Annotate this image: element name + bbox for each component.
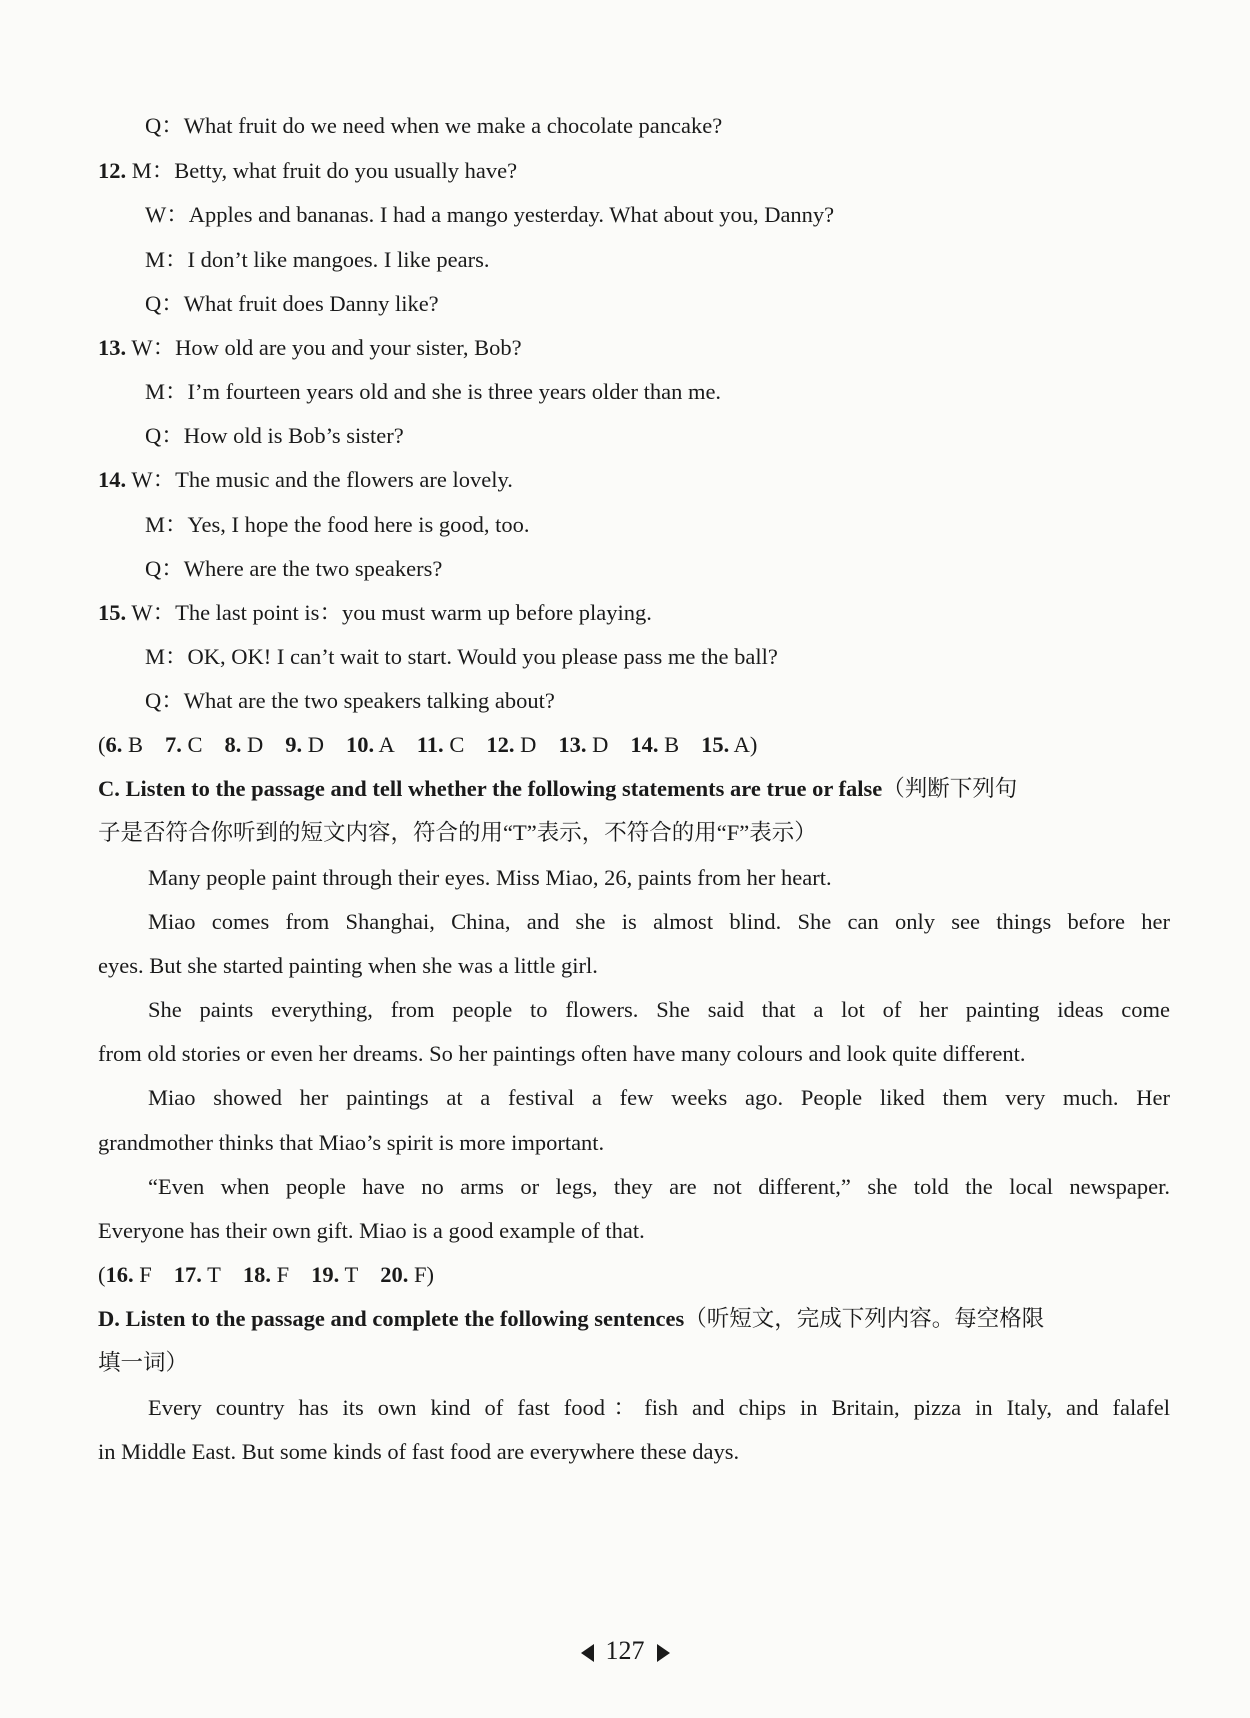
passage-line: “Even when people have no arms or legs, they are not different,” she told the local newspaper. — [148, 1174, 1170, 1199]
answer-number: 15. — [701, 732, 730, 757]
answer-number: 19. — [311, 1262, 340, 1287]
answer-item — [380, 1262, 426, 1287]
answer-letter: T — [201, 1262, 221, 1287]
dialogue-line: Q：What fruit does Danny like? — [145, 291, 439, 316]
passage-line: Many people paint through their eyes. Miss Miao, 26, paints from her heart. — [148, 865, 832, 890]
answer-number: 14. — [630, 732, 659, 757]
dialogue-line: Q：How old is Bob’s sister? — [145, 423, 404, 448]
answer-number: 11. — [416, 732, 444, 757]
dialogue-line: M：Yes, I hope the food here is good, too. — [145, 512, 530, 537]
answer-item — [106, 1262, 152, 1287]
answer-letter: D — [586, 732, 609, 757]
passage-line: from old stories or even her dreams. So her paintings often have many colours and look quite different. — [98, 1041, 1026, 1066]
answer-letter: D — [241, 732, 264, 757]
dialogue-line: Q：Where are the two speakers? — [145, 556, 443, 581]
dialogue-line: W：How old are you and your sister, Bob? — [131, 335, 522, 360]
answer-number: 13. — [558, 732, 587, 757]
answer-item — [225, 732, 264, 757]
previous-page-icon — [581, 1644, 594, 1662]
dialogue-line: M：OK, OK! I can’t wait to start. Would you please pass me the ball? — [145, 644, 778, 669]
answer-item — [165, 732, 203, 757]
answer-number: 7. — [165, 732, 182, 757]
answer-letter: B — [122, 732, 144, 757]
answer-item — [346, 732, 395, 757]
dialogue-line: Q：What are the two speakers talking about? — [145, 688, 555, 713]
answer-item — [174, 1262, 221, 1287]
answer-letter: A — [374, 732, 395, 757]
answer-letter: C — [443, 732, 465, 757]
answer-number: 17. — [173, 1262, 202, 1287]
answer-item — [106, 732, 144, 757]
answer-number: 16. — [105, 1262, 134, 1287]
answer-key-6-15: (6. B 7. C 8. D 9. D 10. A 11. C 12. D 13. D 14. B 15. A) — [98, 732, 758, 757]
answer-letter: F — [270, 1262, 290, 1287]
section-title: D. Listen to the passage and complete the following sentences — [98, 1306, 685, 1331]
passage-line: Everyone has their own gift. Miao is a good example of that. — [98, 1218, 645, 1243]
answer-item — [285, 732, 324, 757]
dialogue-line: Q：What fruit do we need when we make a chocolate pancake? — [145, 113, 723, 138]
question-number: 12. — [98, 158, 127, 183]
answer-key-16-20: (16. F 17. T 18. F 19. T 20. F) — [98, 1262, 434, 1287]
answer-letter: A — [729, 732, 750, 757]
dialogue-line: M：I don’t like mangoes. I like pears. — [145, 247, 490, 272]
passage-line: eyes. But she started painting when she was a little girl. — [98, 953, 598, 978]
passage-line: Miao comes from Shanghai, China, and she is almost blind. She can only see things before her — [148, 909, 1170, 934]
answer-item — [417, 732, 465, 757]
answer-number: 20. — [380, 1262, 409, 1287]
answer-number: 8. — [224, 732, 242, 757]
section-title: C. Listen to the passage and tell whether the following statements are true or false — [98, 776, 883, 801]
page-number — [0, 1636, 1250, 1666]
answer-number: 9. — [285, 732, 303, 757]
answer-letter: D — [302, 732, 325, 757]
answer-item — [630, 732, 679, 757]
dialogue-line: M：I’m fourteen years old and she is three years older than me. — [145, 379, 722, 404]
question-15 — [98, 598, 1250, 628]
answer-number: 12. — [486, 732, 515, 757]
answer-item — [701, 732, 750, 757]
answer-letter: F — [133, 1262, 152, 1287]
answer-letter: D — [514, 732, 537, 757]
question-number: 15. — [98, 600, 127, 625]
answer-letter: T — [339, 1262, 359, 1287]
question-number: 13. — [98, 335, 127, 360]
section-d-heading — [98, 1304, 1250, 1334]
next-page-icon — [657, 1644, 670, 1662]
answer-item — [558, 732, 608, 757]
section-instruction: （判断下列句 — [882, 776, 1018, 801]
question-14 — [98, 465, 1250, 495]
answer-number: 6. — [105, 732, 123, 757]
passage-line: She paints everything, from people to flowers. She said that a lot of her painting ideas come — [148, 997, 1170, 1022]
answer-number: 18. — [242, 1262, 271, 1287]
dialogue-line: W：The last point is：you must warm up before playing. — [131, 600, 652, 625]
section-instruction: 填一词） — [98, 1350, 189, 1375]
question-13 — [98, 333, 1250, 363]
passage-line: in Middle East. But some kinds of fast food are everywhere these days. — [98, 1439, 740, 1464]
dialogue-line: W：The music and the flowers are lovely. — [131, 467, 513, 492]
section-instruction: 子是否符合你听到的短文内容，符合的用“T”表示，不符合的用“F”表示） — [98, 820, 817, 845]
question-number: 14. — [98, 467, 127, 492]
dialogue-line: M：Betty, what fruit do you usually have? — [131, 158, 518, 183]
passage-line: Miao showed her paintings at a festival a few weeks ago. People liked them very much. Her — [148, 1085, 1170, 1110]
answer-letter: C — [181, 732, 203, 757]
section-instruction: （听短文，完成下列内容。每空格限 — [684, 1306, 1045, 1331]
answer-item — [311, 1262, 358, 1287]
answer-number: 10. — [346, 732, 375, 757]
answer-item — [243, 1262, 289, 1287]
answer-letter: F — [408, 1262, 427, 1287]
question-12 — [98, 156, 1250, 186]
section-c-heading — [98, 774, 1250, 804]
page-number-text: 127 — [605, 1636, 645, 1665]
passage-line: grandmother thinks that Miao’s spirit is more important. — [98, 1130, 605, 1155]
dialogue-line: W：Apples and bananas. I had a mango yesterday. What about you, Danny? — [145, 202, 835, 227]
answer-letter: B — [658, 732, 680, 757]
answer-item — [486, 732, 536, 757]
passage-line: Every country has its own kind of fast food：fish and chips in Britain, pizza in Italy, and falafel — [148, 1395, 1170, 1420]
